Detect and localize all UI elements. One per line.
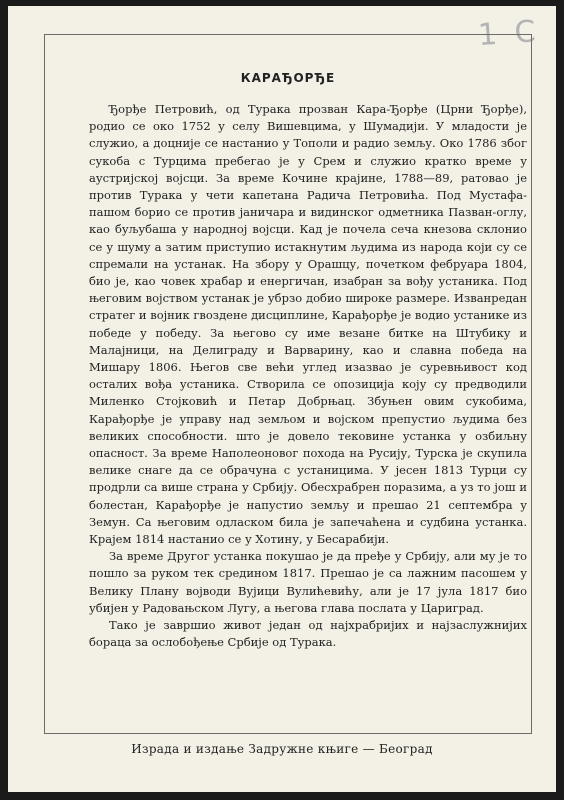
pencil-annotation: 1 C bbox=[476, 13, 541, 54]
text-frame bbox=[44, 34, 532, 734]
page-title: КАРАЂОРЂЕ bbox=[240, 71, 336, 85]
paragraph: За време Другог устанка покушао је да пређе у Србију, али му је то пошло за руком тек средином 1817. Прешао је са лажним пасошем у Велику Плану војводи Вујици Вулићевићу, али је 17 јула 1817 био убијен у Радовањском Лугу, а његова глава послата у Цариград. bbox=[89, 549, 527, 615]
publisher-footer: Израда и издање Задружне књиге — Београд bbox=[131, 742, 433, 756]
document-sheet bbox=[8, 6, 556, 792]
paragraph: Тако је завршио живот један од најхрабријих и најзаслужнијих бораца за ослобођење Србије од Турака. bbox=[89, 618, 527, 650]
body-text bbox=[89, 101, 527, 652]
paragraph: Ђорђе Петровић, од Турака прозван Кара-Ђорђе (Црни Ђорђе), родио се око 1752 у селу Вишевцима, у Шумадији. У младости је служио, а доцније се настанио у Тополи и радио земљу. Око 1786 због сукоба с Турцима пребегао је у Срем и служио кратко време у аустријској војсци. За време Кочине крајине, 1788—89, ратовао је против Турака у чети капетана Радича Петровића. Под Мустафа-пашом борио се против јаничара и видинског одметника Пазван-оглу, као буљубаша у народној војсци. Кад је почела сеча кнезова склонио се у шуму а затим приступио истакнутим људима из народа који су се спремали на устанак. На збору у Орашцу, почетком фебруара 1804, био је, као човек храбар и енергичан, изабран за вођу устаника. Под његовим војством устанак је убрзо добио широке размере. Изванредан стратег и војник гвоздене дисциплине, Карађорђе је водио устанике из победе у победу. За његово су име везане битке на Штубику и Малајници, на Делиграду и Варварину, као и славна победа на Мишару 1806. Његов све већи углед изазвао је суревњивост код осталих вођа устаника. Створила се опозиција коју су предводили Миленко Стојковић и Петар Добрњац. Збуњен овим сукобима, Карађорђе је управу над земљом и војском препустио људима без великих способности. што је довело тековине устанка у озбиљну опасност. За време Наполеоновог похода на Русију, Турска је скупила велике снаге да се обрачуна с устаницима. У јесен 1813 Турци су продрли са више страна у Србију. Обесхрабрен поразима, а уз то још и болестан, Карађорђе је напустио земљу и прешао 21 септембра у Земун. Са његовим одласком била је запечаћена и судбина устанка. Крајем 1814 настанио се у Хотину, у Бесарабији. bbox=[89, 102, 527, 547]
